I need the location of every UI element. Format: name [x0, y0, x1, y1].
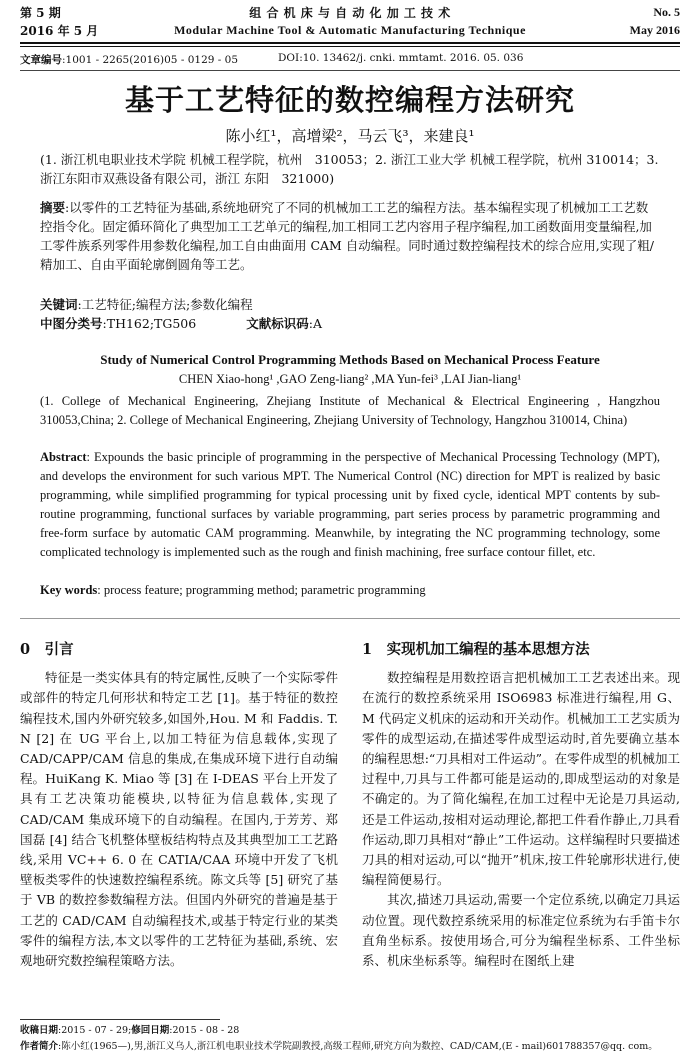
- footnote-author: [20, 1040, 680, 1054]
- column-right: [362, 640, 680, 971]
- header-rule-thin: [20, 46, 680, 47]
- issue-cn: 第 5 期: [20, 6, 61, 20]
- abstract-en-label: Abstract: [40, 450, 87, 464]
- clc-label: 中图分类号: [40, 316, 103, 331]
- footnote-dates: [20, 1024, 680, 1038]
- date-cn: 2016 年 5 月: [20, 24, 99, 38]
- clc-number: [40, 314, 196, 332]
- journal-name-en: Modular Machine Tool & Automatic Manufacturing Technique: [174, 23, 526, 37]
- doc-code: [246, 314, 322, 332]
- section-divider: [20, 618, 680, 619]
- keywords-cn-text: :工艺特征;编程方法;参数化编程: [77, 297, 253, 312]
- meta-rule: [20, 70, 680, 71]
- received-label: 收稿日期: [20, 1025, 59, 1036]
- section-1-heading: 1 实现机加工编程的基本思想方法: [362, 641, 590, 658]
- abstract-cn-text: :以零件的工艺特征为基础,系统地研究了不同的机械加工工艺的编程方法。基本编程实现了机械加工工艺数控指令化。固定循环简化了典型加工工艺单元的编程,加工相同工艺内容用子程序编程,加工函数面用变量编程,加工零件族系列零件用参数化编程,加工自由曲面用 CAM 自动编程。同时通过数控编程技术的综合应用,实现了粗/精加工、自由平面轮廓倒圆角等工艺。: [40, 200, 654, 272]
- classification: [40, 314, 660, 332]
- author-bio-label: 作者简介: [20, 1041, 59, 1052]
- abstract-cn-label: 摘要: [40, 200, 66, 215]
- article-no-value: :1001 - 2265(2016)05 - 0129 - 05: [62, 54, 239, 66]
- journal-name-cn: 组 合 机 床 与 自 动 化 加 工 技 术: [249, 6, 451, 20]
- footnote-rule: [20, 1019, 220, 1020]
- revised-label: 修回日期: [131, 1025, 170, 1036]
- keywords-en-text: : process feature; programming method; parametric programming: [97, 583, 426, 597]
- journal-header-line2: [20, 22, 680, 39]
- section-1-body-1: 数控编程是用数控语言把机械加工工艺表述出来。现在流行的数控系统采用 ISO6983 标准进行编程,用 G、M 代码定义机床的运动和开关动作。机械加工工艺实质为零件的成型运动,在描述零件成型运动时,首先要确立基本的编程思想:“刀具相对工件运动”。在零件成型的机械加工过程中,刀具与工件都可能是运动的,即成型运动的对象是不确定的。为了简化编程,在加工过程中无论是刀具运动,还是工件运动,按相对运动理论,都把工件看作静止,刀具看作运动,即刀具相对“静止”工件运动。这样编程时只要描述刀具的相对运动,可以“抛开”机床,按工件轮廓形状进行,使编程简便易行。: [362, 670, 680, 888]
- column-left: [20, 640, 338, 971]
- paper-title-en: Study of Numerical Control Programming Methods Based on Mechanical Process Feature: [100, 352, 600, 367]
- abstract-en: [40, 448, 660, 562]
- date-en: May 2016: [629, 23, 680, 37]
- abstract-en-text: : Expounds the basic principle of programming in the perspective of Mechanical Processing Technology (MPT), and develops the environment for such various MPT. The Numerical Control (NC) direction for MPT is realized by basic programming, while simplified programming for typical processing unit by fixed cycle, identical MPT contents by sub-routine programming, functional surfaces by variable programming, part series process by parametric programming and free-form surface by automatic CAM programming. Meanwhile, by integrating the NC programming technology, some complicated technology is implemented such as the rough and finish machining, free surface contour fillet, etc.: [40, 450, 660, 559]
- issue-en: No. 5: [653, 5, 680, 19]
- doc-value: :A: [308, 316, 322, 331]
- affiliations-en: (1. College of Mechanical Engineering, Zhejiang Institute of Mechanical & Electrical Engineering , Hangzhou 310053,China; 2. College of Mechanical Engineering, Zhejiang University of Technology, Hangzhou 310014, China): [40, 394, 660, 427]
- affiliations-cn: (1. 浙江机电职业技术学院 机械工程学院，杭州 310053；2. 浙江工业大学 机械工程学院，杭州 310014；3. 浙江东阳市双燕设备有限公司，浙江 东阳 321000): [40, 152, 659, 186]
- keywords-en: [40, 583, 660, 598]
- clc-value: :TH162;TG506: [102, 316, 197, 331]
- header-rule: [20, 42, 680, 44]
- authors-en: CHEN Xiao-hong¹ ,GAO Zeng-liang² ,MA Yun-fei³ ,LAI Jian-liang¹: [178, 372, 522, 386]
- keywords-cn: [40, 295, 660, 313]
- section-0-body: 特征是一类实体具有的特定属性,反映了一个实际零件或部件的特定几何形状和特定工艺 [1]。基于特征的数控编程技术,国内外研究较多,如国外,Hou. M 和 Faddis. T. N [2] 在 UG 平台上,以加工特征为信息载体,实现了 CAD/CAPP/CAM 信息的集成,在集成环境下进行自动编程。HuiKang K. Miao 等 [3] 在 I-DEAS 平台上开发了具有工艺决策功能模块,以特征为信息载体,实现了 CAD/CAM 集成环境下的自动编程。在国内,于芳芳、郑国磊 [4] 结合飞机整体壁板结构特点及其典型加工工艺路线,采用 VC++ 6. 0 在 CATIA/CAA 环境中开发了飞机壁板类零件的快速数控编程系统。陈文兵等 [5] 研究了基于 VB 的数控参数编程方法。但国内外研究的普遍是基于工艺的 CAD/CAM 自动编程技术,或基于特定行业的某类零件的编程方法,本文以零件的工艺特征为基础,系统、宏观地研究数控编程策略方法。: [20, 670, 338, 969]
- author-bio: :陈小红(1965—),男,浙江义乌人,浙江机电职业技术学院副教授,高级工程师,研究方向为数控、CAD/CAM,(E - mail)601788357@qq. com。: [58, 1041, 658, 1052]
- article-label: 文章编号: [20, 54, 62, 66]
- section-1-body-2: 其次,描述刀具运动,需要一个定位系统,以确定刀具运动位置。现代数控系统采用的标准定位系统为右手笛卡尔直角坐标系。按使用场合,可分为编程坐标系、工件坐标系、机床坐标系等。编程时在图纸上建: [362, 892, 680, 969]
- keywords-cn-label: 关键词: [40, 297, 78, 312]
- received-date: :2015 - 07 - 29;: [58, 1025, 132, 1036]
- doi: DOI:10. 13462/j. cnki. mmtamt. 2016. 05. 036: [278, 52, 524, 64]
- section-0-heading: 0 引言: [20, 641, 74, 658]
- article-number: [20, 52, 238, 67]
- keywords-en-label: Key words: [40, 583, 98, 597]
- paper-title-cn: 基于工艺特征的数控编程方法研究: [124, 83, 575, 117]
- article-meta: [20, 52, 680, 67]
- abstract-cn: [40, 198, 660, 274]
- journal-header-line1: [20, 4, 680, 21]
- authors-cn: 陈小红¹，高增梁²，马云飞³，来建良¹: [225, 127, 475, 145]
- revised-date: :2015 - 08 - 28: [169, 1025, 240, 1036]
- doc-label: 文献标识码: [246, 316, 309, 331]
